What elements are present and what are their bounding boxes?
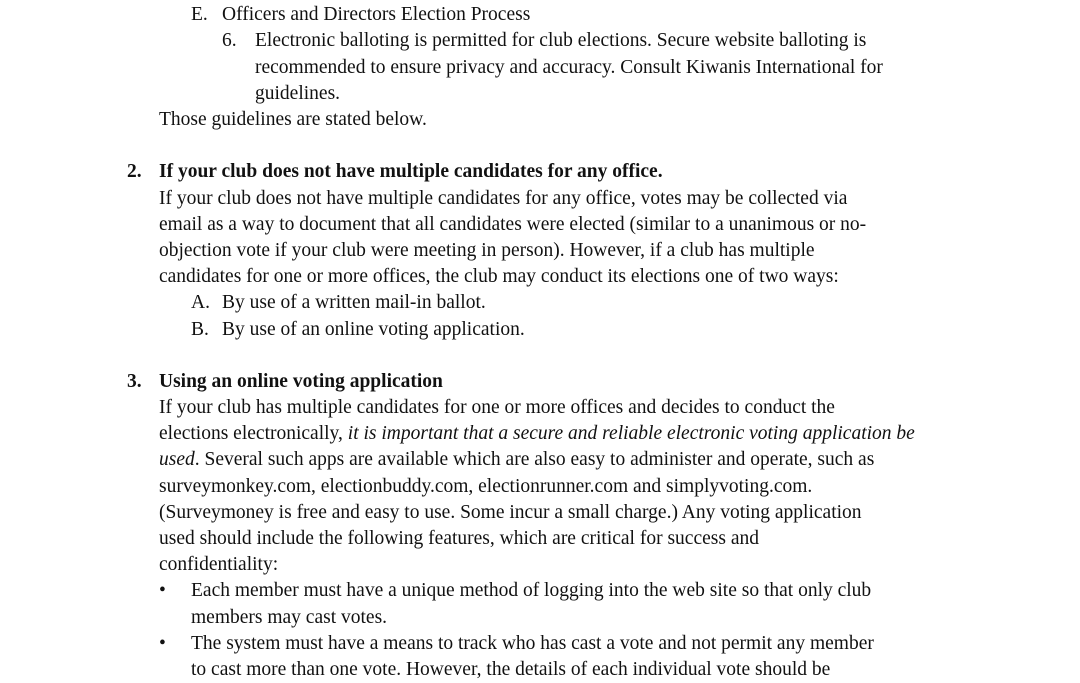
section-2-line: If your club does not have multiple candidates for any office, votes may be collected via — [159, 188, 848, 209]
section-3-number: 3. — [127, 371, 142, 392]
section-2-line: objection vote if your club were meeting in person). However, if a club has multiple — [159, 240, 815, 261]
bullet-item-line: members may cast votes. — [191, 607, 388, 628]
section-3-emphasis: it is important that a secure and reliable electronic voting application be — [347, 423, 915, 444]
section-3-line: surveymonkey.com, electionbuddy.com, electionrunner.com and simplyvoting.com. — [159, 476, 813, 497]
section-3-line: used should include the following features, which are critical for success and — [159, 528, 759, 549]
guidelines-note: Those guidelines are stated below. — [159, 109, 427, 130]
section-2-line: candidates for one or more offices, the club may conduct its elections one of two ways: — [159, 266, 839, 287]
section-2-number: 2. — [127, 161, 142, 182]
section-3-line: If your club has multiple candidates for one or more offices and decides to conduct the — [159, 397, 835, 418]
section-3-line: (Surveymoney is free and easy to use. Some incur a small charge.) Any voting application — [159, 502, 862, 523]
bullet-item-line: Each member must have a unique method of logging into the web site so that only club — [191, 580, 872, 601]
bullet-item-line: The system must have a means to track who has cast a vote and not permit any member — [191, 633, 874, 654]
section-3-line — [159, 421, 915, 447]
outline-letter-text: Officers and Directors Election Process — [222, 4, 531, 25]
outline-paragraph-line: guidelines. — [255, 83, 341, 104]
bullet-icon: • — [159, 580, 166, 601]
option-text-a: By use of a written mail-in ballot. — [222, 292, 486, 313]
option-marker-b: B. — [191, 319, 209, 340]
outline-letter-marker: E. — [191, 4, 208, 25]
section-3-line — [159, 447, 874, 473]
section-2-heading: If your club does not have multiple candidates for any office. — [159, 161, 663, 182]
outline-paragraph-line: recommended to ensure privacy and accuracy. Consult Kiwanis International for — [255, 57, 883, 78]
outline-paragraph-line: Electronic balloting is permitted for club elections. Secure website balloting is — [255, 30, 867, 51]
section-2-line: email as a way to document that all candidates were elected (similar to a unanimous or no- — [159, 214, 867, 235]
section-3-emphasis: used — [159, 449, 195, 470]
bullet-item-line: to cast more than one vote. However, the details of each individual vote should be — [191, 659, 831, 680]
section-3-text: elections electronically, — [159, 423, 348, 444]
option-marker-a: A. — [191, 292, 210, 313]
section-3-line: confidentiality: — [159, 554, 279, 575]
bullet-icon: • — [159, 633, 166, 654]
outline-number-marker: 6. — [222, 30, 237, 51]
option-text-b: By use of an online voting application. — [222, 319, 525, 340]
section-3-heading: Using an online voting application — [159, 371, 443, 392]
section-3-text: . Several such apps are available which are also easy to administer and operate, such as — [194, 449, 875, 470]
